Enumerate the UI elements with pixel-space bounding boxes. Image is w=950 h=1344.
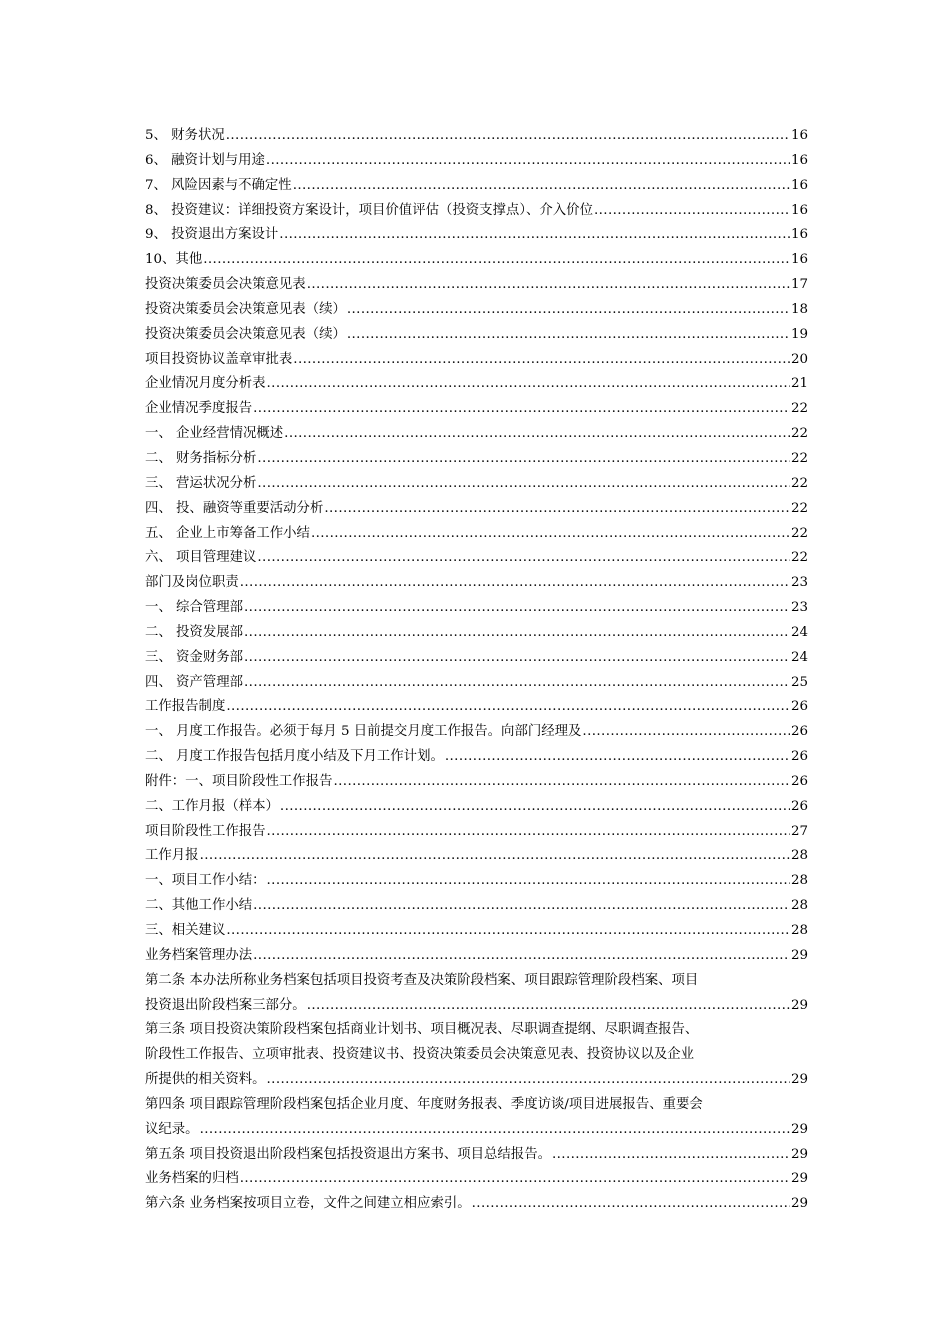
dot-leader bbox=[244, 621, 790, 646]
toc-page-number: 25 bbox=[790, 674, 808, 690]
toc-entry-title: 二、 投资发展部 bbox=[145, 624, 243, 640]
toc-entry-text-line: 阶段性工作报告、立项审批表、投资建议书、投资决策委员会决策意见表、投资协议以及企业 bbox=[145, 1047, 695, 1063]
toc-entry-title: 企业情况月度分析表 bbox=[145, 376, 266, 392]
toc-entry-title: 附件：一、项目阶段性工作报告 bbox=[145, 773, 333, 789]
toc-entry-title: 一、项目工作小结： bbox=[145, 873, 266, 889]
dot-leader bbox=[594, 199, 790, 224]
toc-page-number: 22 bbox=[790, 525, 808, 541]
toc-entry[interactable] bbox=[145, 149, 808, 174]
toc-entry[interactable] bbox=[145, 1167, 808, 1192]
toc-page-number: 26 bbox=[790, 724, 808, 740]
dot-leader bbox=[552, 1143, 790, 1168]
toc-entry-title: 投资退出阶段档案三部分。 bbox=[145, 997, 306, 1013]
toc-entry[interactable] bbox=[145, 646, 808, 671]
table-of-contents bbox=[145, 124, 808, 1217]
toc-entry[interactable] bbox=[145, 745, 808, 770]
toc-page-number: 23 bbox=[790, 600, 808, 616]
toc-page-number: 28 bbox=[790, 898, 808, 914]
toc-entry-title: 投资决策委员会决策意见表（续） bbox=[145, 301, 346, 317]
toc-page-number: 29 bbox=[790, 1196, 808, 1212]
toc-entry-title: 企业情况季度报告 bbox=[145, 401, 253, 417]
toc-page-number: 23 bbox=[790, 575, 808, 591]
toc-entry[interactable] bbox=[145, 1093, 808, 1143]
toc-page-number: 29 bbox=[790, 1171, 808, 1187]
toc-page-number: 26 bbox=[790, 798, 808, 814]
toc-page-number: 29 bbox=[790, 1146, 808, 1162]
toc-entry[interactable] bbox=[145, 248, 808, 273]
toc-entry-title: 二、工作月报（样本） bbox=[145, 798, 279, 814]
dot-leader bbox=[293, 174, 790, 199]
toc-entry[interactable] bbox=[145, 894, 808, 919]
toc-page-number: 17 bbox=[790, 277, 808, 293]
toc-entry[interactable] bbox=[145, 372, 808, 397]
toc-entry-title: 所提供的相关资料。 bbox=[145, 1072, 266, 1088]
dot-leader bbox=[333, 770, 789, 795]
toc-entry-title: 二、其他工作小结 bbox=[145, 898, 253, 914]
dot-leader bbox=[253, 397, 790, 422]
toc-entry[interactable] bbox=[145, 199, 808, 224]
toc-page-number: 26 bbox=[790, 699, 808, 715]
toc-entry-title: 8、 投资建议：详细投资方案设计，项目价值评估（投资支撑点）、介入价位 bbox=[145, 202, 593, 218]
toc-entry[interactable] bbox=[145, 124, 808, 149]
toc-entry-title: 9、 投资退出方案设计 bbox=[145, 227, 279, 243]
toc-page-number: 28 bbox=[790, 923, 808, 938]
toc-entry[interactable] bbox=[145, 223, 808, 248]
toc-entry[interactable] bbox=[145, 174, 808, 199]
toc-entry-title: 5、 财务状况 bbox=[145, 128, 225, 143]
dot-leader bbox=[582, 720, 790, 745]
dot-leader bbox=[311, 522, 790, 547]
toc-entry[interactable] bbox=[145, 969, 808, 1019]
toc-entry-title: 一、 综合管理部 bbox=[145, 600, 243, 616]
toc-page-number: 27 bbox=[790, 823, 808, 839]
toc-page-number: 24 bbox=[790, 649, 808, 665]
toc-entry[interactable] bbox=[145, 944, 808, 969]
toc-entry[interactable] bbox=[145, 770, 808, 795]
dot-leader bbox=[293, 348, 790, 373]
toc-page-number: 28 bbox=[790, 873, 808, 889]
dot-leader bbox=[244, 646, 790, 671]
toc-entry-title: 业务档案的归档 bbox=[145, 1171, 239, 1187]
dot-leader bbox=[284, 422, 790, 447]
toc-page-number: 28 bbox=[790, 848, 808, 864]
toc-entry-title: 三、 营运状况分析 bbox=[145, 475, 257, 491]
toc-page-number: 22 bbox=[790, 426, 808, 442]
toc-entry[interactable] bbox=[145, 1018, 808, 1093]
dot-leader bbox=[200, 1118, 790, 1143]
toc-entry-title: 7、 风险因素与不确定性 bbox=[145, 177, 292, 193]
toc-entry-title: 6、 融资计划与用途 bbox=[145, 152, 265, 168]
toc-entry-title: 项目投资协议盖章审批表 bbox=[145, 351, 293, 367]
toc-entry-title: 六、 项目管理建议 bbox=[145, 550, 257, 566]
toc-page-number: 29 bbox=[790, 947, 808, 963]
dot-leader bbox=[267, 372, 790, 397]
toc-entry[interactable] bbox=[145, 596, 808, 621]
dot-leader bbox=[267, 869, 790, 894]
toc-entry[interactable] bbox=[145, 720, 808, 745]
dot-leader bbox=[226, 124, 790, 149]
toc-entry[interactable] bbox=[145, 422, 808, 447]
dot-leader bbox=[307, 273, 790, 298]
dot-leader bbox=[347, 323, 790, 348]
dot-leader bbox=[200, 844, 790, 869]
toc-entry-title: 项目阶段性工作报告 bbox=[145, 823, 266, 839]
dot-leader bbox=[324, 497, 790, 522]
toc-entry[interactable] bbox=[145, 621, 808, 646]
dot-leader bbox=[244, 671, 790, 696]
toc-page-number: 29 bbox=[790, 1072, 808, 1088]
toc-page-number: 16 bbox=[790, 252, 808, 268]
dot-leader bbox=[472, 1192, 790, 1217]
dot-leader bbox=[307, 994, 790, 1019]
dot-leader bbox=[240, 571, 790, 596]
toc-entry[interactable] bbox=[145, 919, 808, 944]
toc-page-number: 22 bbox=[790, 475, 808, 491]
toc-entry-text-line: 第三条 项目投资决策阶段档案包括商业计划书、项目概况表、尽职调查提纲、尽职调查报告、 bbox=[145, 1022, 699, 1038]
toc-page-number: 29 bbox=[790, 1121, 808, 1137]
toc-entry-title: 投资决策委员会决策意见表（续） bbox=[145, 326, 346, 342]
toc-entry-title: 五、 企业上市筹备工作小结 bbox=[145, 525, 310, 541]
dot-leader bbox=[445, 745, 790, 770]
toc-entry[interactable] bbox=[145, 795, 808, 820]
dot-leader bbox=[203, 248, 790, 273]
toc-page-number: 16 bbox=[790, 177, 808, 193]
toc-page-number: 26 bbox=[790, 773, 808, 789]
toc-entry[interactable] bbox=[145, 820, 808, 845]
toc-entry[interactable] bbox=[145, 671, 808, 696]
dot-leader bbox=[226, 919, 790, 944]
dot-leader bbox=[257, 447, 790, 472]
dot-leader bbox=[347, 298, 790, 323]
toc-entry[interactable] bbox=[145, 298, 808, 323]
toc-page-number: 22 bbox=[790, 550, 808, 566]
toc-entry-title: 工作报告制度 bbox=[145, 699, 226, 715]
toc-entry-title: 部门及岗位职责 bbox=[145, 575, 239, 591]
toc-page-number: 22 bbox=[790, 401, 808, 417]
toc-entry-title: 三、相关建议 bbox=[145, 923, 226, 938]
toc-entry[interactable] bbox=[145, 844, 808, 869]
toc-entry[interactable] bbox=[145, 348, 808, 373]
toc-entry[interactable] bbox=[145, 472, 808, 497]
dot-leader bbox=[267, 1068, 790, 1093]
toc-page-number: 18 bbox=[790, 301, 808, 317]
toc-entry[interactable] bbox=[145, 571, 808, 596]
toc-entry-title: 二、 月度工作报告包括月度小结及下月工作计划。 bbox=[145, 749, 444, 765]
dot-leader bbox=[244, 596, 790, 621]
toc-entry[interactable] bbox=[145, 522, 808, 547]
toc-entry[interactable] bbox=[145, 1143, 808, 1168]
toc-entry[interactable] bbox=[145, 273, 808, 298]
dot-leader bbox=[240, 1167, 790, 1192]
toc-entry[interactable] bbox=[145, 546, 808, 571]
dot-leader bbox=[279, 223, 790, 248]
toc-page-number: 22 bbox=[790, 500, 808, 516]
toc-entry[interactable] bbox=[145, 497, 808, 522]
toc-entry-title: 第六条 业务档案按项目立卷，文件之间建立相应索引。 bbox=[145, 1196, 471, 1212]
toc-entry-title: 四、 资产管理部 bbox=[145, 674, 243, 690]
toc-entry-title: 四、 投、融资等重要活动分析 bbox=[145, 500, 324, 516]
toc-page-number: 16 bbox=[790, 227, 808, 243]
dot-leader bbox=[253, 894, 790, 919]
dot-leader bbox=[257, 472, 790, 497]
toc-page-number: 29 bbox=[790, 997, 808, 1013]
toc-entry[interactable] bbox=[145, 695, 808, 720]
toc-page-number: 26 bbox=[790, 749, 808, 765]
toc-entry[interactable] bbox=[145, 1192, 808, 1217]
dot-leader bbox=[280, 795, 790, 820]
dot-leader bbox=[267, 820, 790, 845]
toc-entry-title: 三、 资金财务部 bbox=[145, 649, 243, 665]
toc-entry[interactable] bbox=[145, 397, 808, 422]
toc-entry-title: 10、其他 bbox=[145, 252, 203, 268]
toc-entry-title: 业务档案管理办法 bbox=[145, 947, 253, 963]
toc-page-number: 16 bbox=[790, 152, 808, 168]
dot-leader bbox=[226, 695, 790, 720]
toc-page-number: 19 bbox=[790, 326, 808, 342]
toc-entry-text-line: 第二条 本办法所称业务档案包括项目投资考查及决策阶段档案、项目跟踪管理阶段档案、项目 bbox=[145, 972, 699, 988]
toc-entry-text-line: 第四条 项目跟踪管理阶段档案包括企业月度、年度财务报表、季度访谈/项目进展报告、重要会 bbox=[145, 1096, 703, 1112]
toc-page-number: 22 bbox=[790, 450, 808, 466]
toc-entry-title: 二、 财务指标分析 bbox=[145, 450, 257, 466]
toc-entry-title: 投资决策委员会决策意见表 bbox=[145, 277, 306, 293]
dot-leader bbox=[257, 546, 790, 571]
toc-entry[interactable] bbox=[145, 323, 808, 348]
toc-entry-title: 一、 月度工作报告。必须于每月 5 日前提交月度工作报告。向部门经理及 bbox=[145, 724, 582, 740]
toc-entry-title: 工作月报 bbox=[145, 848, 199, 864]
toc-entry[interactable] bbox=[145, 869, 808, 894]
toc-page-number: 16 bbox=[790, 128, 808, 143]
toc-entry-title: 议纪录。 bbox=[145, 1121, 199, 1137]
dot-leader bbox=[266, 149, 790, 174]
toc-page-number: 21 bbox=[790, 376, 808, 392]
toc-entry-title: 第五条 项目投资退出阶段档案包括投资退出方案书、项目总结报告。 bbox=[145, 1146, 551, 1162]
toc-page-number: 24 bbox=[790, 624, 808, 640]
toc-page-number: 20 bbox=[790, 351, 808, 367]
toc-entry[interactable] bbox=[145, 447, 808, 472]
toc-entry-title: 一、 企业经营情况概述 bbox=[145, 426, 284, 442]
dot-leader bbox=[253, 944, 790, 969]
toc-page-number: 16 bbox=[790, 202, 808, 218]
